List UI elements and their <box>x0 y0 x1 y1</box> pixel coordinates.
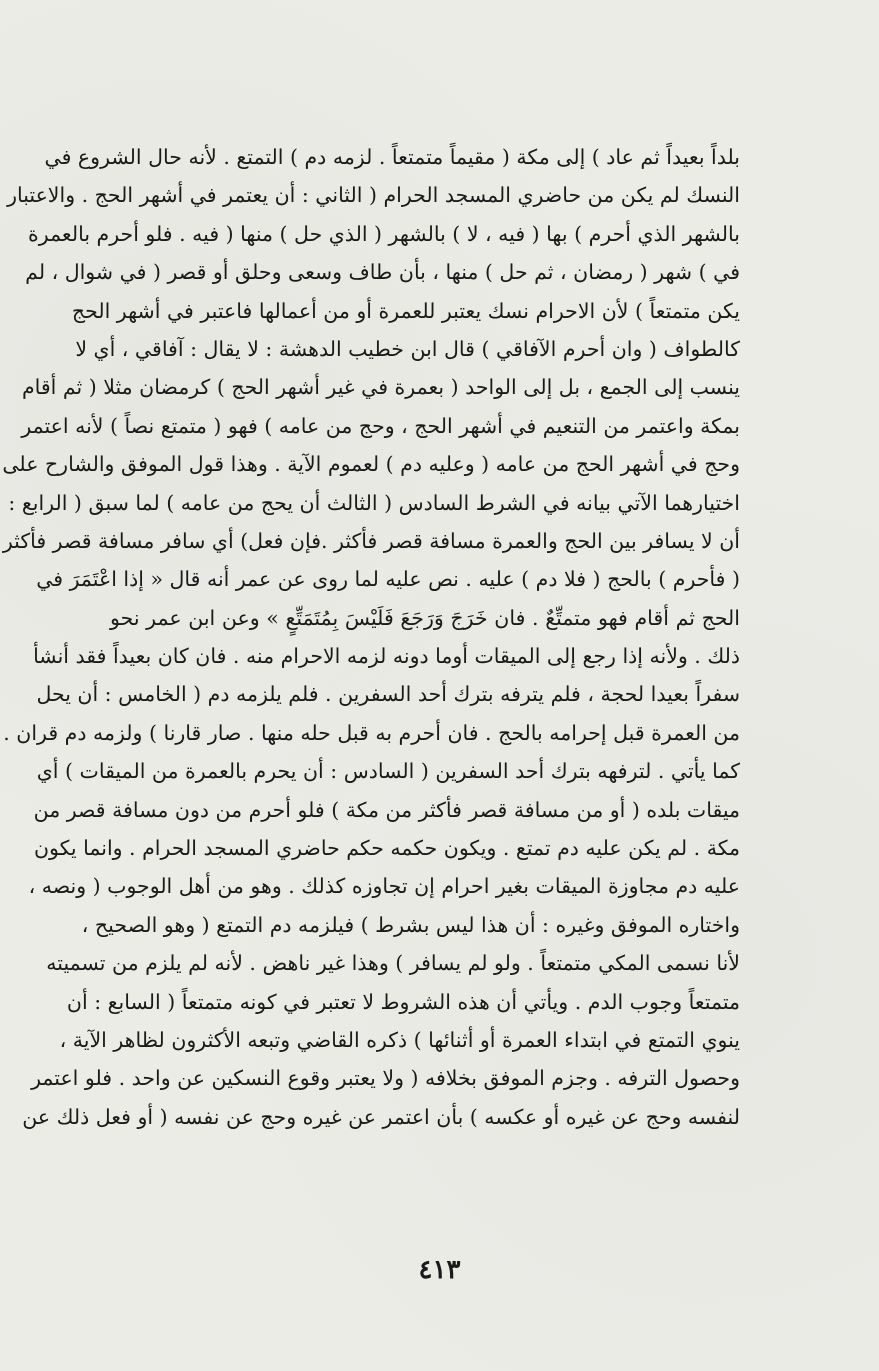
text-line: ينسب إلى الجمع ، بل إلى الواحد ( بعمرة في غير أشهر الحج ) كرمضان مثلا ( ثم أقام <box>21 375 740 400</box>
text-line: متمتعاً وجوب الدم . ويأتي أن هذه الشروط لا تعتبر في كونه متمتعاً ( السابع : أن <box>66 989 740 1014</box>
text-line: النسك لم يكن من حاضري المسجد الحرام ( الثاني : أن يعتمر في أشهر الحج . والاعتبار <box>7 183 740 208</box>
text-line: بلداً بعيداً ثم عاد ) إلى مكة ( مقيماً متمتعاً . لزمه دم ) التمتع . لأنه حال الشروع في <box>44 145 740 169</box>
text-line: سفراً بعيدا لحجة ، فلم يترفه بترك أحد السفرين . فلم يلزمه دم ( الخامس : أن يحل <box>36 682 740 707</box>
text-line: مكة . لم يكن عليه دم تمتع . ويكون حكمه حكم حاضري المسجد الحرام . وانما يكون <box>33 836 740 861</box>
text-line: في ) شهر ( رمضان ، ثم حل ) منها ، بأن طاف وسعى وحلق أو قصر ( في شوال ، لم <box>25 260 740 285</box>
page-number: ٤١٣ <box>418 1255 461 1285</box>
text-line: وحج في أشهر الحج من عامه ( وعليه دم ) لعموم الآية . وهذا قول الموفق والشارح على <box>2 452 740 477</box>
text-line: الحج ثم أقام فهو متمتِّعٌ . فان خَرَجَ وَرَجَعَ فَلَيْسَ بِمُتَمَتِّعٍ » وعن ابن عمر نحو <box>110 605 740 630</box>
text-line: ذلك . ولأنه إذا رجع إلى الميقات أوما دونه لزمه الاحرام منه . فان كان بعيداً فقد أنشأ <box>33 644 740 669</box>
body-text <box>2 138 740 1136</box>
text-line: ينوي التمتع في ابتداء العمرة أو أثنائها ) ذكره القاضي وتبعه الأكثرون لظاهر الآية ، <box>59 1027 740 1052</box>
text-line: من العمرة قبل إحرامه بالحج . فان أحرم به قبل حله منها . صار قارنا ) ولزمه دم قران . <box>3 720 740 745</box>
text-line: بمكة واعتمر من التنعيم في أشهر الحج ، وحج من عامه ) فهو ( متمتع نصاً ) لأنه اعتمر <box>21 413 740 438</box>
text-line: اختيارهما الآتي بيانه في الشرط السادس ( الثالث أن يحج من عامه ) لما سبق ( الرابع : <box>8 490 740 515</box>
text-line: عليه دم مجاوزة الميقات بغير احرام إن تجاوزه كذلك . وهو من أهل الوجوب ( ونصه ، <box>28 874 740 899</box>
text-line: واختاره الموفق وغيره : أن هذا ليس بشرط ) فيلزمه دم التمتع ( وهو الصحيح ، <box>81 912 740 937</box>
text-line: لنفسه وحج عن غيره أو عكسه ) بأن اعتمر عن غيره وحج عن نفسه ( أو فعل ذلك عن <box>22 1104 740 1129</box>
text-line: وحصول الترفه . وجزم الموفق بخلافه ( ولا يعتبر وقوع النسكين عن واحد . فلو اعتمر <box>31 1066 740 1091</box>
text-line: بالشهر الذي أحرم ) بها ( فيه ، لا ) بالشهر ( الذي حل ) منها ( فيه . فلو أحرم بالعمرة <box>28 221 740 246</box>
text-line: لأنا نسمى المكي متمتعاً . ولو لم يسافر ) وهذا غير ناهض . لأنه لم يلزم من تسميته <box>46 951 740 976</box>
text-line: كما يأتي . لترفهه بترك أحد السفرين ( السادس : أن يحرم بالعمرة من الميقات ) أي <box>36 759 740 784</box>
text-line: أن لا يسافر بين الحج والعمرة مسافة قصر فأكثر .فإن فعل) أي سافر مسافة قصر فأكثر <box>2 528 740 553</box>
text-line: ( فأحرم ) بالحج ( فلا دم ) عليه . نص عليه لما روى عن عمر أنه قال « إذا اعْتَمَرَ في <box>36 567 740 592</box>
text-line: ميقات بلده ( أو من مسافة قصر فأكثر من مكة ) فلو أحرم من دون مسافة قصر من <box>33 797 740 822</box>
text-line: يكن متمتعاً ) لأن الاحرام نسك يعتبر للعمرة أو من أعمالها فاعتبر في أشهر الحج <box>71 298 740 323</box>
text-line: كالطواف ( وان أحرم الآفاقي ) قال ابن خطيب الدهشة : لا يقال : آفاقي ، أي لا <box>75 336 740 361</box>
